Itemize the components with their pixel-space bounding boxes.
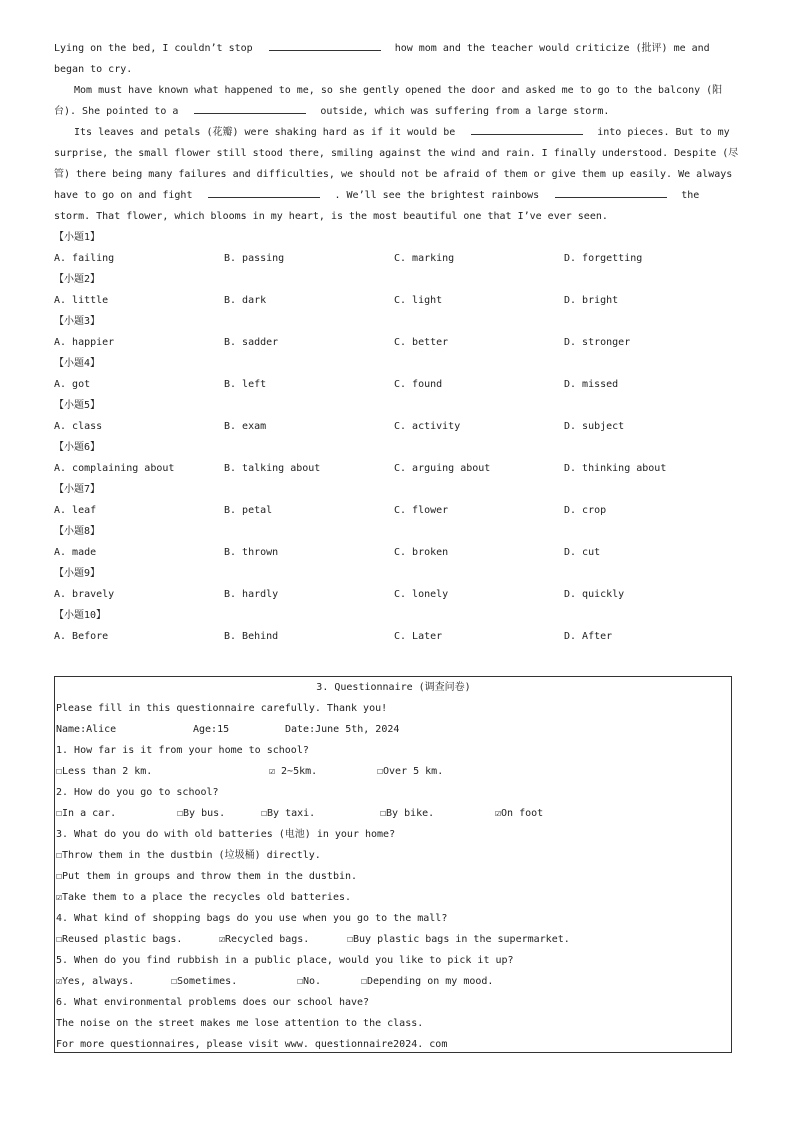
question-number-label: 【小题10】 <box>54 610 107 621</box>
answer-option[interactable]: B. sadder <box>224 337 279 348</box>
passage-text: . We’ll see the brightest rainbows <box>334 190 540 201</box>
passage-text: into pieces. But to my <box>597 127 730 138</box>
answer-option[interactable]: C. flower <box>394 505 449 516</box>
answer-blank-4[interactable] <box>208 188 320 198</box>
question-number-label: 【小题5】 <box>54 400 101 411</box>
answer-option[interactable]: D. cut <box>564 547 601 558</box>
passage-text: Lying on the bed, I couldn’t stop <box>54 43 253 54</box>
question-2-options <box>55 803 731 824</box>
question-1: 1. How far is it from your home to school? <box>56 745 309 756</box>
answer-options-row <box>54 542 744 563</box>
passage-text: have to go on and fight <box>54 190 193 201</box>
answer-option[interactable]: B. talking about <box>224 463 321 474</box>
answer-option[interactable]: D. forgetting <box>564 253 643 264</box>
answer-option[interactable]: C. better <box>394 337 449 348</box>
checkbox-option[interactable]: ☑On foot <box>495 808 544 819</box>
question-number-label: 【小题4】 <box>54 358 101 369</box>
passage-text: Mom must have known what happened to me, so she gently opened the door and asked me to go to the balcony (阳 <box>74 85 723 96</box>
checkbox-option[interactable]: ☐Put them in groups and throw them in the dustbin. <box>56 871 358 882</box>
question-4: 4. What kind of shopping bags do you use when you go to the mall? <box>56 913 448 924</box>
paragraph-2-cont <box>54 101 744 122</box>
answer-option[interactable]: A. made <box>54 547 97 558</box>
paragraph-3-line4 <box>54 185 744 206</box>
question-6: 6. What environmental problems does our school have? <box>56 997 370 1008</box>
answer-options-row <box>54 416 744 437</box>
question-5-options <box>55 971 731 992</box>
answer-option[interactable]: C. light <box>394 295 443 306</box>
checkbox-option[interactable]: ☑Take them to a place the recycles old batteries. <box>56 892 352 903</box>
checkbox-option[interactable]: ☐Depending on my mood. <box>361 976 494 987</box>
question-number-label: 【小题3】 <box>54 316 101 327</box>
answer-options-row <box>54 248 744 269</box>
answer-option[interactable]: B. petal <box>224 505 273 516</box>
questionnaire-intro: Please fill in this questionnaire carefully. Thank you! <box>56 703 388 714</box>
answer-option[interactable]: A. failing <box>54 253 115 264</box>
paragraph-3 <box>54 122 744 143</box>
question-2: 2. How do you go to school? <box>56 787 219 798</box>
answer-option[interactable]: A. complaining about <box>54 463 175 474</box>
answer-option[interactable]: A. happier <box>54 337 115 348</box>
paragraph-3-line5 <box>54 206 744 227</box>
answer-option[interactable]: D. thinking about <box>564 463 667 474</box>
answer-option[interactable]: B. hardly <box>224 589 279 600</box>
answer-option[interactable]: A. little <box>54 295 109 306</box>
question-list <box>54 227 744 647</box>
answer-option[interactable]: B. dark <box>224 295 267 306</box>
checkbox-option[interactable]: ☐Buy plastic bags in the supermarket. <box>347 934 570 945</box>
question-number-label: 【小题2】 <box>54 274 101 285</box>
paragraph-3-line3 <box>54 164 744 185</box>
answer-blank-2[interactable] <box>194 104 306 114</box>
passage-text: surprise, the small flower still stood there, smiling against the wind and rain. I finally understood. Despite (尽 <box>54 148 739 159</box>
checkbox-option[interactable]: ☐By taxi. <box>261 808 316 819</box>
answer-options-row <box>54 626 744 647</box>
question-number-label: 【小题1】 <box>54 232 101 243</box>
question-3: 3. What do you do with old batteries (电池) in your home? <box>56 829 396 840</box>
question-6-answer: The noise on the street makes me lose attention to the class. <box>56 1018 424 1029</box>
checkbox-option[interactable]: ☑Recycled bags. <box>219 934 310 945</box>
checkbox-option[interactable]: ☐Throw them in the dustbin (垃圾桶) directly. <box>56 850 321 861</box>
passage-text: storm. That flower, which blooms in my heart, is the most beautiful one that I’ve ever seen. <box>54 211 608 222</box>
paragraph-3-line2 <box>54 143 744 164</box>
answer-option[interactable]: A. leaf <box>54 505 97 516</box>
answer-blank-5[interactable] <box>555 188 667 198</box>
answer-option[interactable]: D. crop <box>564 505 607 516</box>
checkbox-option[interactable]: ☐By bus. <box>177 808 226 819</box>
answer-option[interactable]: D. After <box>564 631 613 642</box>
passage-text: outside, which was suffering from a large storm. <box>320 106 610 117</box>
answer-option[interactable]: B. left <box>224 379 267 390</box>
answer-option[interactable]: C. arguing about <box>394 463 491 474</box>
answer-option[interactable]: A. class <box>54 421 103 432</box>
answer-options-row <box>54 290 744 311</box>
passage-text: 台). She pointed to a <box>54 106 179 117</box>
question-5: 5. When do you find rubbish in a public place, would you like to pick it up? <box>56 955 514 966</box>
questionnaire-title: 3. Questionnaire (调查问卷) <box>316 682 471 693</box>
checkbox-option[interactable]: ☐No. <box>297 976 322 987</box>
checkbox-option[interactable]: ☐Over 5 km. <box>377 766 444 777</box>
answer-options-row <box>54 374 744 395</box>
answer-options-row <box>54 500 744 521</box>
passage-text: how mom and the teacher would criticize (批评) me and <box>394 43 710 54</box>
date-field: Date:June 5th, 2024 <box>285 724 400 735</box>
paragraph-1 <box>54 38 744 59</box>
answer-option[interactable]: C. marking <box>394 253 455 264</box>
question-number-label: 【小题9】 <box>54 568 101 579</box>
paragraph-1-cont <box>54 59 744 80</box>
answer-option[interactable]: B. exam <box>224 421 267 432</box>
passage-text: began to cry. <box>54 64 133 75</box>
checkbox-option[interactable]: ☑Yes, always. <box>56 976 135 987</box>
checkbox-option[interactable]: ☐In a car. <box>56 808 117 819</box>
question-number-label: 【小题6】 <box>54 442 101 453</box>
answer-option[interactable]: B. thrown <box>224 547 279 558</box>
answer-option[interactable]: D. subject <box>564 421 625 432</box>
answer-option[interactable]: D. bright <box>564 295 619 306</box>
checkbox-option[interactable]: ☐Reused plastic bags. <box>56 934 183 945</box>
passage-text: Its leaves and petals (花瓣) were shaking hard as if it would be <box>74 127 456 138</box>
questionnaire-box <box>54 676 732 1053</box>
answer-option[interactable]: B. passing <box>224 253 285 264</box>
answer-blank-3[interactable] <box>471 125 583 135</box>
answer-options-row <box>54 584 744 605</box>
answer-option[interactable]: C. activity <box>394 421 461 432</box>
answer-option[interactable]: D. quickly <box>564 589 625 600</box>
question-4-options <box>55 929 731 950</box>
answer-blank-1[interactable] <box>269 41 381 51</box>
answer-option[interactable]: C. found <box>394 379 443 390</box>
cloze-passage <box>54 38 744 647</box>
paragraph-2 <box>54 80 744 101</box>
answer-options-row <box>54 458 744 479</box>
answer-option[interactable]: A. Before <box>54 631 109 642</box>
checkbox-option[interactable]: ☐By bike. <box>380 808 435 819</box>
question-number-label: 【小题8】 <box>54 526 101 537</box>
answer-option[interactable]: A. bravely <box>54 589 115 600</box>
answer-option[interactable]: D. missed <box>564 379 619 390</box>
answer-option[interactable]: C. Later <box>394 631 443 642</box>
checkbox-option[interactable]: ☐Less than 2 km. <box>56 766 153 777</box>
answer-option[interactable]: C. lonely <box>394 589 449 600</box>
checkbox-option[interactable]: ☑ 2~5km. <box>269 766 318 777</box>
question-1-options <box>55 761 731 782</box>
age-field: Age:15 <box>193 724 230 735</box>
questionnaire-footer: For more questionnaires, please visit www. questionnaire2024. com <box>56 1039 448 1050</box>
checkbox-option[interactable]: ☐Sometimes. <box>171 976 238 987</box>
answer-option[interactable]: D. stronger <box>564 337 631 348</box>
answer-option[interactable]: B. Behind <box>224 631 279 642</box>
answer-option[interactable]: C. broken <box>394 547 449 558</box>
answer-option[interactable]: A. got <box>54 379 91 390</box>
respondent-info <box>55 719 731 740</box>
question-number-label: 【小题7】 <box>54 484 101 495</box>
name-field: Name:Alice <box>56 724 117 735</box>
passage-text: the <box>681 190 700 201</box>
answer-options-row <box>54 332 744 353</box>
passage-text: 管) there being many failures and difficulties, we should not be afraid of them or give them up easily. We always <box>54 169 733 180</box>
